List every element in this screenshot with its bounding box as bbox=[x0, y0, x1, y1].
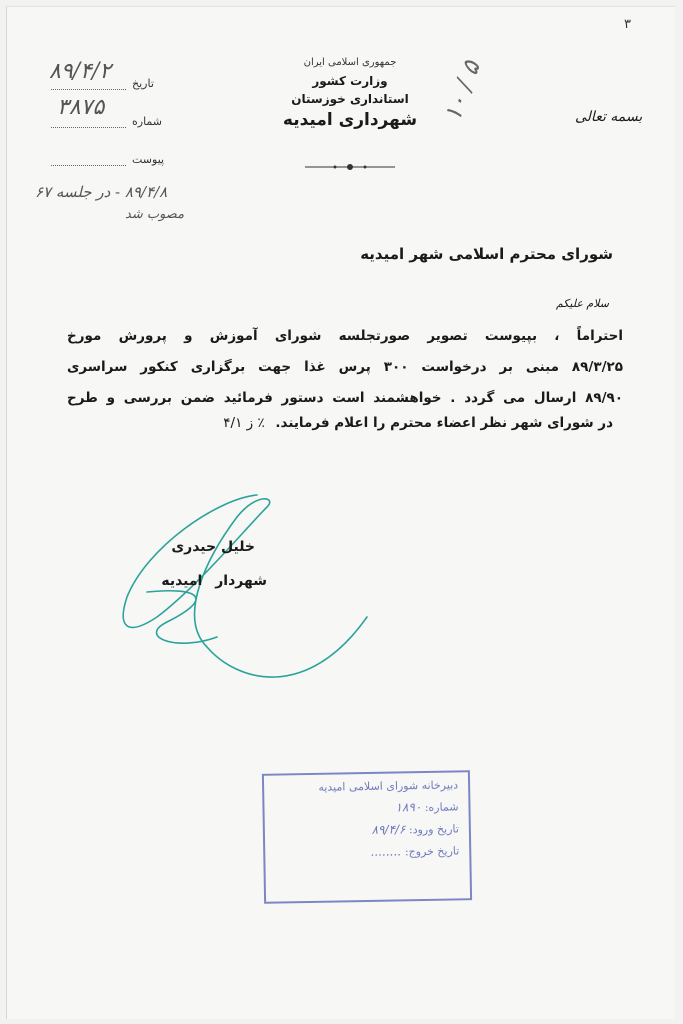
stamp-number-label: شماره: bbox=[424, 800, 459, 814]
greeting: سلام علیکم bbox=[555, 297, 609, 310]
ref-date-value: ۸۹/۴/۲ bbox=[49, 59, 112, 84]
bismillah: بسمه تعالی bbox=[575, 109, 643, 125]
signatory-name: خلیل حیدری bbox=[171, 539, 255, 555]
stamp-number-value: ۱۸۹۰ bbox=[395, 800, 422, 815]
letterhead bbox=[265, 57, 435, 130]
letterhead-republic: جمهوری اسلامی ایران bbox=[303, 57, 397, 68]
stamp-entry-label: تاریخ ورود: bbox=[408, 822, 459, 837]
margin-note-line1: ۸۹/۴/۸ - در جلسه ۶۷ bbox=[35, 183, 168, 201]
body-line-3: ۸۹/۹۰ ارسال می گردد . خواهشمند است دستور فرمائید ضمن بررسی و طرح bbox=[67, 390, 623, 406]
ref-date-label: تاریخ bbox=[132, 77, 154, 90]
stamp-exit-value: ........ bbox=[370, 844, 402, 859]
body-annotation: ٪ ز ۴/۱ bbox=[223, 415, 265, 431]
margin-note-line2: مصوب شد bbox=[125, 207, 185, 222]
body-line-2: ۸۹/۳/۲۵ مبنی بر درخواست ۳۰۰ پرس غذا جهت برگزاری کنکور سراسری bbox=[67, 359, 623, 375]
stamp-entry bbox=[275, 821, 459, 838]
stamp-title: دبیرخانه شورای اسلامی امیدیه bbox=[318, 778, 459, 794]
stamp-exit bbox=[275, 843, 459, 860]
stamp-entry-value: ۸۹/۴/۶ bbox=[371, 822, 406, 837]
letter-page bbox=[6, 6, 675, 1019]
margin-note-corner: ۱۰ / ۵ bbox=[438, 57, 486, 125]
page-mark: ۳ bbox=[624, 17, 631, 32]
handwritten-signature-icon bbox=[107, 487, 377, 707]
ornament-divider-icon bbox=[305, 163, 395, 171]
body-line-4-text: در شورای شهر نظر اعضاء محترم را اعلام فرمایند. bbox=[275, 415, 613, 431]
body-line-4 bbox=[223, 415, 613, 431]
ref-attachment-label: پیوست bbox=[132, 153, 165, 166]
letterhead-municipality: شهرداری امیدیه bbox=[282, 110, 418, 130]
letterhead-province: استانداری خوزستان bbox=[291, 92, 409, 106]
addressee: شورای محترم اسلامی شهر امیدیه bbox=[360, 245, 613, 263]
ref-number-value: ۳۸۷۵ bbox=[57, 95, 105, 120]
stamp-exit-label: تاریخ خروج: bbox=[404, 844, 460, 859]
registry-stamp bbox=[262, 770, 472, 904]
stamp-number bbox=[274, 799, 458, 816]
ref-attachment bbox=[51, 153, 164, 166]
ref-number-label: شماره bbox=[132, 115, 163, 128]
signatory-title: شهردار امیدیه bbox=[161, 573, 267, 589]
body-line-1: احتراماً ، بپیوست تصویر صورتجلسه شورای آموزش و پرورش مورخ bbox=[67, 328, 623, 344]
letterhead-ministry: وزارت کشور bbox=[312, 74, 388, 88]
